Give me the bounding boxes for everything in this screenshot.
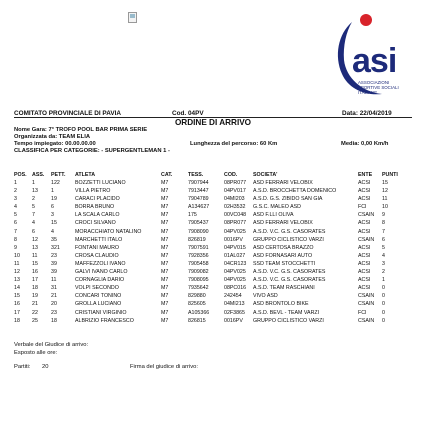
logo-text: asi (352, 42, 397, 80)
results-table (14, 170, 402, 325)
cell-pos: 10 (14, 252, 20, 259)
cell-cod: 04MI203 (224, 196, 245, 203)
cell-cod: 04MI213 (224, 301, 245, 308)
table-row (14, 187, 402, 195)
cell-pett: 31 (51, 285, 57, 292)
cell-cod: 0016PV (224, 236, 243, 243)
cell-tess: 7905437 (188, 220, 209, 227)
cell-ente: FCI (358, 204, 367, 211)
cell-ass: 12 (32, 236, 38, 243)
cell-societa: ASD CERTOSA BRAZZO (253, 244, 314, 251)
cell-punti: 15 (382, 180, 388, 186)
cell-cod: 08PC016 (224, 285, 247, 292)
race-name: Nome Gara: 7° TROFO POOL BAR PRIMA SERIE (14, 127, 148, 133)
cell-pos: 16 (14, 301, 20, 308)
cell-tess: 175 (188, 212, 197, 219)
cell-ass: 13 (32, 244, 38, 251)
cell-tess: 7935642 (188, 285, 209, 292)
cell-atleta: VOLPI SECONDO (75, 285, 119, 292)
cell-cod: 04PV025 (224, 269, 246, 276)
cell-punti: 0 (382, 309, 385, 316)
page-title: ORDINE DI ARRIVO (174, 118, 252, 127)
cell-punti: 0 (382, 293, 385, 300)
cell-ass: 2 (32, 196, 35, 203)
cell-cat: M7 (161, 188, 169, 195)
cell-societa: A.S.D. G.S. ZIBIDO SAN GIA (253, 196, 323, 203)
cell-pett: 23 (51, 252, 57, 259)
cell-atleta: LA SCALA CARLO (75, 212, 120, 219)
cell-societa: GRUPPO CICLISTICO VARZI (253, 317, 324, 324)
cell-pett: 39 (51, 269, 57, 276)
cell-ente: ACSI (358, 269, 371, 276)
cell-societa: ASD FERRARI VELOBIX (253, 220, 313, 227)
cell-ass: 11 (32, 252, 38, 259)
cell-tess: 7909082 (188, 269, 209, 276)
cell-societa: ASD BRONTOLO BIKE (253, 301, 309, 308)
cell-punti: 8 (382, 220, 385, 227)
cell-ente: CSAIN (358, 236, 375, 243)
cell-pett: 18 (51, 317, 57, 324)
cell-pett: 21 (51, 293, 57, 300)
cell-cat: M7 (161, 196, 169, 203)
cell-punti: 0 (382, 317, 385, 324)
table-row (14, 219, 402, 227)
cell-societa: A.S.D. BEVL - TEAM VARZI (253, 309, 320, 316)
cell-pos: 18 (14, 317, 20, 324)
cell-ente: ACSI (358, 252, 371, 259)
cell-pos: 15 (14, 293, 20, 300)
cell-tess: 7907944 (188, 180, 209, 186)
cell-cat: M7 (161, 269, 169, 276)
cell-pett: 11 (51, 277, 57, 284)
cell-atleta: VILLA PIETRO (75, 188, 111, 195)
cell-ass: 13 (32, 188, 38, 195)
cell-societa: ASD F.LLI OLIVA (253, 212, 294, 219)
cell-ente: ACSI (358, 220, 371, 227)
table-row (14, 244, 402, 252)
cell-cod: 04PV017 (224, 188, 246, 195)
cell-cat: M7 (161, 236, 169, 243)
cell-ass: 7 (32, 212, 35, 219)
table-row (14, 300, 402, 308)
document-date: Data: 22/04/2019 (342, 110, 392, 117)
cell-ente: CSAIN (358, 212, 375, 219)
cell-cat: M7 (161, 228, 169, 235)
cell-atleta: CRISTIANI VIRGINIO (75, 309, 127, 316)
table-row (14, 317, 402, 325)
cell-cod: 04CR123 (224, 260, 247, 267)
cell-tess: 7908090 (188, 228, 209, 235)
cell-ente: FCI (358, 309, 367, 316)
table-row (14, 228, 402, 236)
cell-tess: A134627 (188, 204, 210, 211)
cell-ass: 18 (32, 285, 38, 292)
cell-ente: ACSI (358, 285, 371, 292)
cell-atleta: MARCHETTI ITALO (75, 236, 123, 243)
cell-cat: M7 (161, 220, 169, 227)
cell-pos: 12 (14, 269, 20, 276)
cell-tess: 7905458 (188, 260, 209, 267)
cell-pos: 8 (14, 236, 17, 243)
cell-societa: G.S.C. MALEO ASD (253, 204, 301, 211)
col-ass: ASS. (32, 171, 45, 178)
table-row (14, 268, 402, 276)
cell-ente: ACSI (358, 244, 371, 251)
cell-pos: 13 (14, 277, 20, 284)
cell-pos: 6 (14, 220, 17, 227)
cell-pett: 15 (51, 220, 57, 227)
cell-cat: M7 (161, 212, 169, 219)
col-cat: CAT. (161, 171, 173, 178)
cell-ass: 5 (32, 204, 35, 211)
table-row (14, 309, 402, 317)
cell-pett: 35 (51, 236, 57, 243)
cell-pos: 9 (14, 244, 17, 251)
cell-pos: 14 (14, 285, 20, 292)
cell-cod: 242454 (224, 293, 242, 300)
cell-cod: 04PV015 (224, 244, 246, 251)
cell-tess: 829880 (188, 293, 206, 300)
table-row (14, 252, 402, 260)
cell-atleta: BORRA BRUNO (75, 204, 115, 211)
cell-ente: ACSI (358, 180, 371, 186)
cell-cat: M7 (161, 204, 169, 211)
cell-ente: ACSI (358, 188, 371, 195)
cell-ente: CSAIN (358, 317, 375, 324)
cell-atleta: MAFFEZZOLI IVANO (75, 260, 126, 267)
cell-societa: A.S.D. TEAM RASCHIANI (253, 285, 315, 292)
cell-cod: 08PR077 (224, 220, 247, 227)
cell-societa: A.S.D. V.C. G.S. CASORATES (253, 228, 326, 235)
cell-punti: 3 (382, 260, 385, 267)
col-pos: POS. (14, 171, 27, 178)
cell-ass: 4 (32, 220, 35, 227)
cell-punti: 11 (382, 196, 388, 203)
col-societa: SOCIETA' (253, 171, 278, 178)
cell-cat: M7 (161, 293, 169, 300)
cell-societa: SSD TEAM STOCCHETTI (253, 260, 316, 267)
cell-pos: 5 (14, 212, 17, 219)
cell-pett: 20 (51, 301, 57, 308)
cell-pett: 1 (51, 188, 54, 195)
cell-societa: ASD FERRARI VELOBIX (253, 180, 313, 186)
cell-cat: M7 (161, 260, 169, 267)
cell-pett: 6 (51, 204, 54, 211)
cell-societa: A.S.D. BROCCHETTA DOMENICO (253, 188, 337, 195)
cell-cat: M7 (161, 252, 169, 259)
cell-cat: M7 (161, 309, 169, 316)
cell-punti: 7 (382, 228, 385, 235)
cell-atleta: GROLLA LUCIANO (75, 301, 122, 308)
table-row (14, 179, 402, 187)
cell-ass: 15 (32, 260, 38, 267)
cell-ass: 22 (32, 309, 38, 316)
cell-ente: ACSI (358, 277, 371, 284)
verbale-label: Verbale del Giudice di arrivo: (14, 342, 89, 348)
logo-subtitle: ASSOCIAZIONI SPORTIVE SOCIALI ITALIANE (358, 80, 399, 95)
cell-cat: M7 (161, 285, 169, 292)
cell-pos: 7 (14, 228, 17, 235)
cell-pett: 23 (51, 309, 57, 316)
partiti-label: Partiti: (14, 364, 31, 370)
cell-atleta: CARACI PLACIDO (75, 196, 120, 203)
cell-tess: 7908095 (188, 277, 209, 284)
cell-cat: M7 (161, 180, 169, 186)
cell-pett: 122 (51, 180, 60, 186)
partiti-value: 20 (42, 364, 49, 370)
cell-cod: 0016PV (224, 317, 243, 324)
cell-societa: VIVO ASD (253, 293, 278, 300)
cell-ass: 17 (32, 277, 38, 284)
cell-pett: 19 (51, 196, 57, 203)
cell-pos: 1 (14, 180, 17, 186)
table-row (14, 276, 402, 284)
cell-pos: 17 (14, 309, 20, 316)
esposto-label: Esposto alle ore: (14, 350, 58, 356)
cell-ass: 6 (32, 228, 35, 235)
cell-tess: 826815 (188, 317, 206, 324)
route-length: Lunghezza del percorso: 60 Km (190, 141, 278, 147)
classification: CLASSIFICA PER CATEGORIE: - SUPERGENTLEMAN 1 - (14, 148, 170, 154)
cell-cat: M7 (161, 317, 169, 324)
cell-tess: 7928356 (188, 252, 209, 259)
table-row (14, 292, 402, 300)
cell-punti: 12 (382, 188, 388, 195)
cell-tess: 825605 (188, 301, 206, 308)
cell-cod: 01AL027 (224, 252, 246, 259)
cell-societa: A.S.D. V.C. G.S. CASORATES (253, 277, 326, 284)
judge-signature-label: Firma del giudice di arrivo: (130, 364, 198, 370)
cell-atleta: BOZZETTI LUCIANO (75, 180, 126, 186)
table-header-row (14, 170, 402, 179)
cell-cat: M7 (161, 244, 169, 251)
time-used: Tempo impiegato: 00.00.00.00 (14, 141, 96, 147)
cell-pos: 4 (14, 204, 17, 211)
cell-tess: 826819 (188, 236, 206, 243)
col-pett: PETT. (51, 171, 66, 178)
cell-punti: 1 (382, 277, 385, 284)
cell-tess: 7913447 (188, 188, 209, 195)
table-row (14, 260, 402, 268)
cell-cod: 04PV025 (224, 228, 246, 235)
cell-pos: 2 (14, 188, 17, 195)
cell-societa: ASD FORNASARI AUTO (253, 252, 313, 259)
cell-cat: M7 (161, 277, 169, 284)
col-cod: COD. (224, 171, 238, 178)
cell-atleta: ALBRIZIO FRANCESCO (75, 317, 134, 324)
committee-code: Cod. 04PV (172, 110, 204, 117)
cell-cod: 00VC048 (224, 212, 247, 219)
cell-cat: M7 (161, 301, 169, 308)
cell-cod: 08PR077 (224, 180, 247, 186)
cell-ente: ACSI (358, 196, 371, 203)
cell-atleta: CONCARI TONINO (75, 293, 122, 300)
cell-pett: 39 (51, 260, 57, 267)
cell-punti: 0 (382, 285, 385, 292)
cell-pos: 3 (14, 196, 17, 203)
table-row (14, 211, 402, 219)
broken-image-icon (128, 12, 137, 23)
cell-pett: 3 (51, 212, 54, 219)
col-atleta: ATLETA (75, 171, 96, 178)
cell-ass: 25 (32, 317, 38, 324)
cell-atleta: GALVI IVANO CARLO (75, 269, 128, 276)
col-punti: PUNTI (382, 171, 398, 178)
cell-pett: 321 (51, 244, 60, 251)
cell-punti: 10 (382, 204, 388, 211)
table-row (14, 195, 402, 203)
cell-cod: 02F3865 (224, 309, 245, 316)
cell-atleta: CROCI SILVANO (75, 220, 116, 227)
cell-pett: 4 (51, 228, 54, 235)
cell-atleta: MORACCHIATO NATALINO (75, 228, 142, 235)
cell-tess: A105366 (188, 309, 210, 316)
cell-tess: 7904789 (188, 196, 209, 203)
cell-societa: GRUPPO CICLISTICO VARZI (253, 236, 324, 243)
cell-punti: 5 (382, 244, 385, 251)
cell-ass: 16 (32, 269, 38, 276)
cell-ente: CSAIN (358, 293, 375, 300)
average-speed: Media: 0,00 Km/h (341, 141, 389, 147)
organizer: Organizzata da: TEAM ELIA (14, 134, 91, 140)
cell-tess: 7907591 (188, 244, 209, 251)
committee-name: COMITATO PROVINCIALE DI PAVIA (14, 110, 121, 117)
cell-atleta: FONTANI MAURO (75, 244, 120, 251)
cell-ass: 21 (32, 301, 38, 308)
cell-punti: 6 (382, 236, 385, 243)
cell-atleta: CROSA CLAUDIO (75, 252, 119, 259)
cell-ente: ACSI (358, 260, 371, 267)
cell-punti: 2 (382, 269, 385, 276)
col-ente: ENTE (358, 171, 373, 178)
cell-ente: ACSI (358, 228, 371, 235)
table-row (14, 203, 402, 211)
cell-cod: 04PV025 (224, 277, 246, 284)
cell-punti: 9 (382, 212, 385, 219)
cell-ass: 1 (32, 180, 35, 186)
cell-cod: 02H3532 (224, 204, 246, 211)
table-row (14, 236, 402, 244)
cell-pos: 11 (14, 260, 20, 267)
cell-societa: A.S.D. V.C. G.S. CASORATES (253, 269, 326, 276)
cell-ass: 19 (32, 293, 38, 300)
cell-punti: 0 (382, 301, 385, 308)
cell-punti: 4 (382, 252, 385, 259)
col-tess: TESS. (188, 171, 204, 178)
cell-ente: CSAIN (358, 301, 375, 308)
table-row (14, 284, 402, 292)
cell-atleta: CORNAGLIA DARIO (75, 277, 125, 284)
